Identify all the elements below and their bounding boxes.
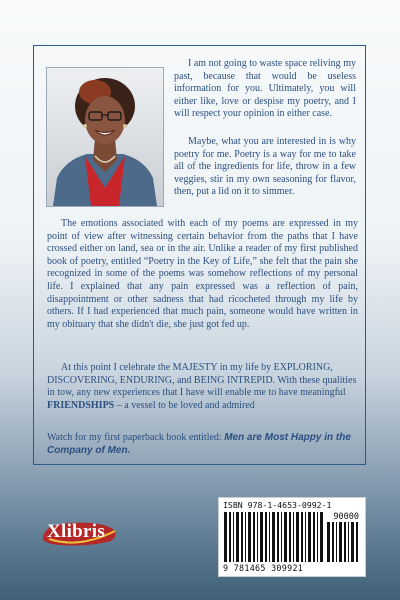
majesty-text: At this point I celebrate the MAJESTY in my life by EXPLORING, DISCOVERING, ENDURING, and BEING INTREPID. With these qualities in tow, any new experiences that I have will enable me to have meaningful bbox=[47, 362, 357, 399]
vessel-text: – a vessel to be loved and admired bbox=[114, 399, 255, 411]
friendships-word: FRIENDSHIPS bbox=[47, 399, 115, 411]
watch-paragraph bbox=[47, 432, 358, 457]
addon-barcode-icon bbox=[327, 522, 361, 562]
poetry-paragraph: Maybe, what you are interested in is why poetry for me. Poetry is a way for me to take all of the ingredients for life, throw in a few veggies, stir in my own seasoning for flavor, then, put a lid on it to simmer. bbox=[174, 136, 356, 198]
intro-paragraph: I am not going to waste space reliving my past, because that would be useless information for you. Ultimately, you will either like, love or despise my poetry, and I will respect your opinion in either case. bbox=[174, 58, 356, 120]
barcode-digits: 9 781465 309921 bbox=[223, 563, 304, 573]
isbn-barcode bbox=[218, 497, 366, 577]
author-portrait-icon bbox=[47, 68, 163, 206]
majesty-paragraph bbox=[47, 362, 358, 412]
author-photo bbox=[46, 67, 164, 207]
price-addon-code: 90000 bbox=[333, 512, 359, 522]
isbn-text: ISBN 978-1-4653-0992-1 bbox=[223, 500, 332, 510]
book-title: Men are Most Happy in the Company of Men. bbox=[47, 432, 351, 456]
barcode-icon bbox=[224, 512, 324, 562]
watch-prefix: Watch for my first paperback book entitled: bbox=[47, 432, 225, 443]
emotions-paragraph: The emotions associated with each of my poems are expressed in my point of view after witnessing certain behavior from the paths that I have crossed either on land, sea or in the air. Unlike a reader of my first published book of poetry, entitled “Poetry in the Key of Life,” she felt that the pain she recognized in some of the poems was somehow reflections of my personal life. I explained that any pain expressed was a reflection of pain, disappointment or other sadness that had ricocheted through my life by others. If I had experienced that much pain, someone would have written in my obituary that she didn't die, she just got fed up. bbox=[47, 218, 358, 330]
xlibris-logo-text: Xlibris bbox=[47, 521, 106, 542]
